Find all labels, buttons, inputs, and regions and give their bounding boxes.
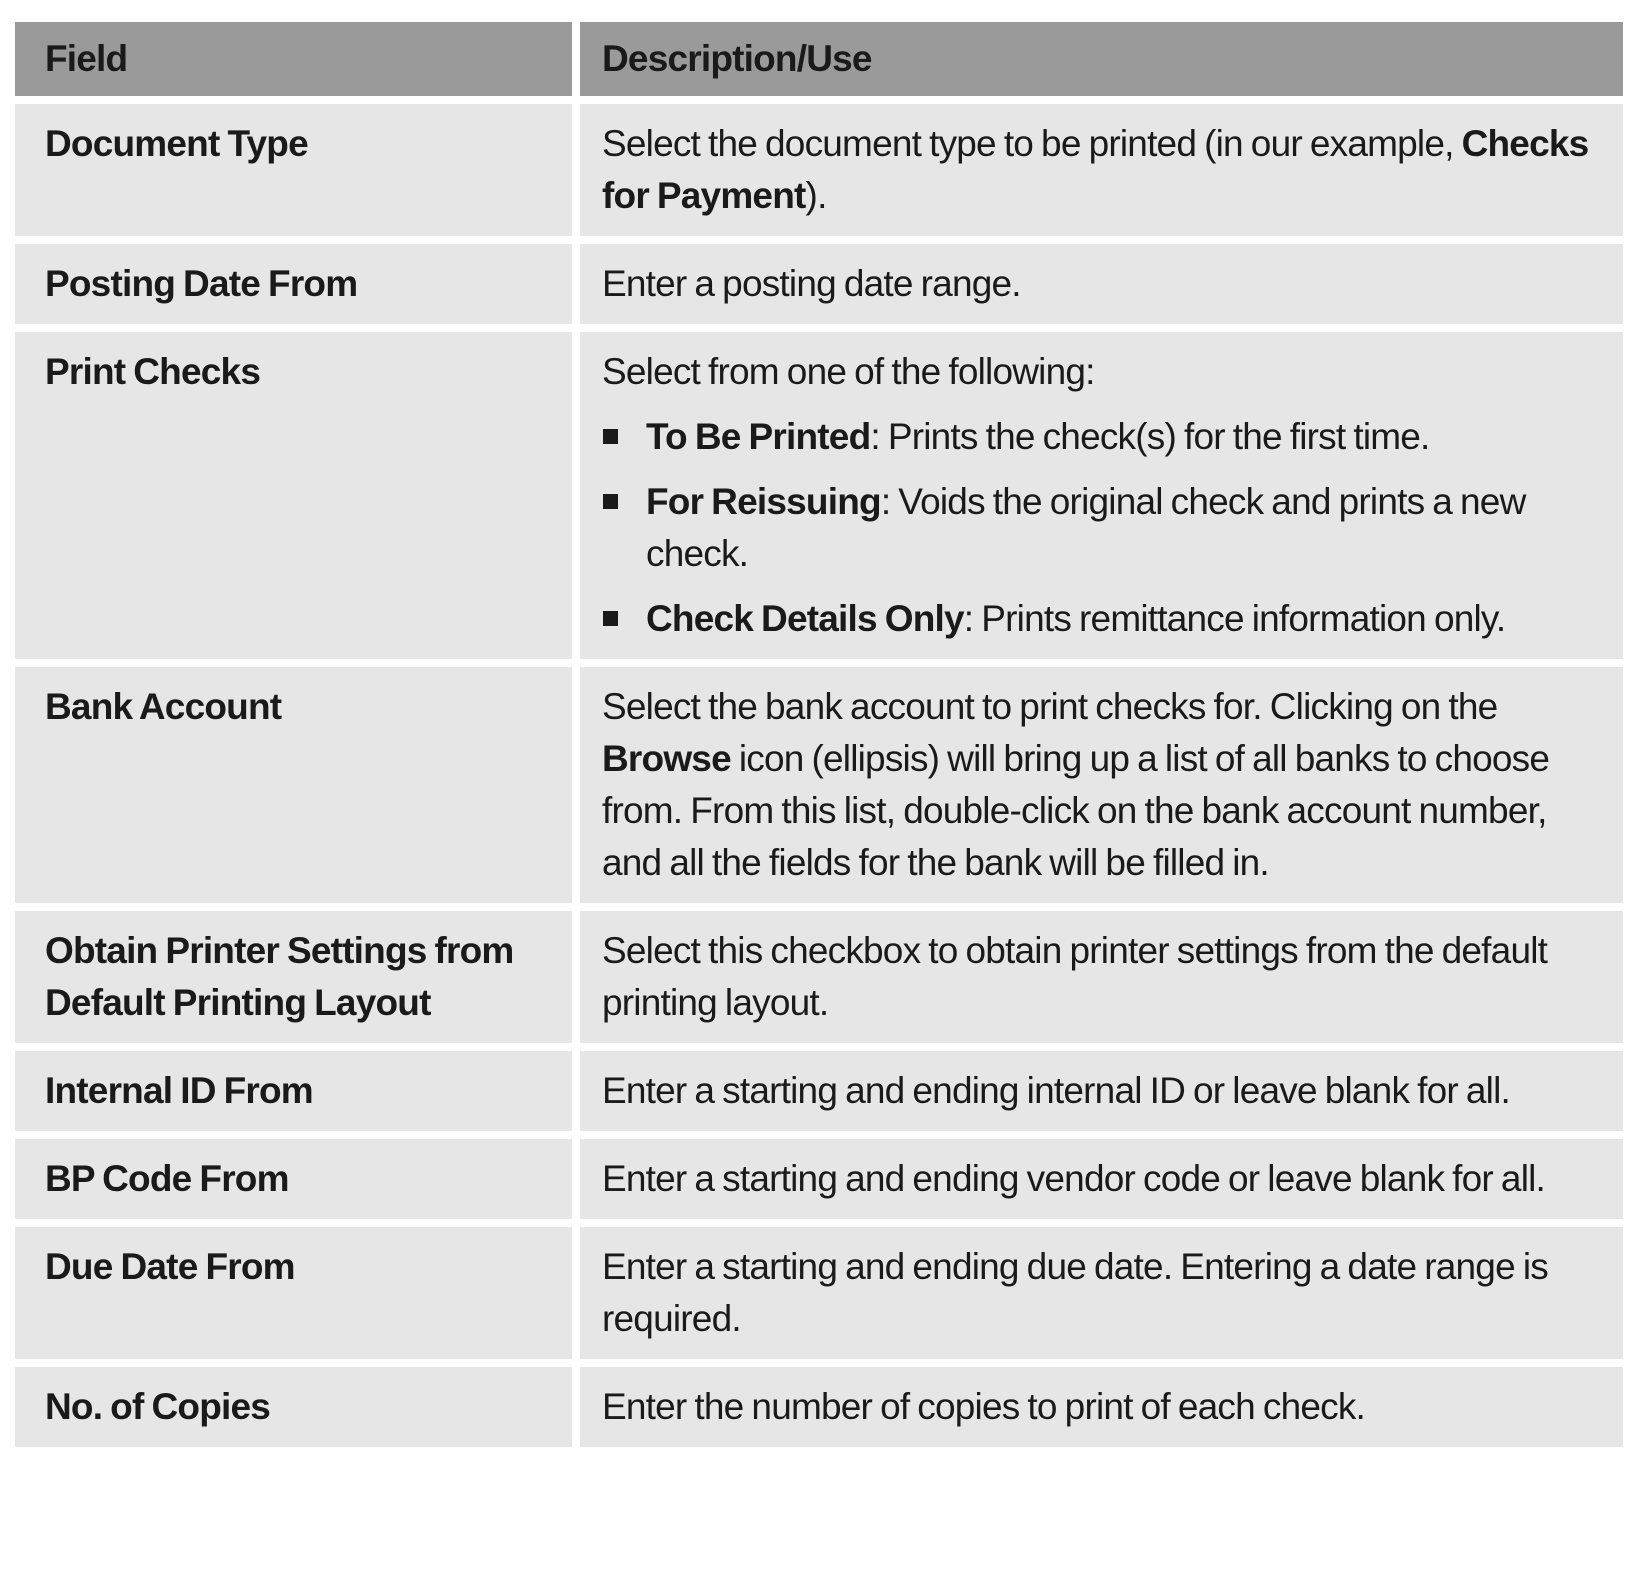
text-run: Enter a starting and ending internal ID or leave blank for all.: [602, 1070, 1511, 1111]
text-run: Enter the number of copies to print of each check.: [602, 1386, 1366, 1427]
field-description-table: [7, 14, 1631, 1455]
description-paragraph: [602, 346, 1595, 398]
option-list-item: [602, 411, 1595, 463]
bold-text-run: Checks for Payment: [602, 123, 1589, 216]
table-row: [15, 332, 1623, 659]
description-cell: [580, 244, 1623, 324]
description-cell: [580, 911, 1623, 1043]
description-cell: [580, 1051, 1623, 1131]
description-paragraph: [602, 1241, 1595, 1345]
description-paragraph: [602, 925, 1595, 1029]
table-row: [15, 244, 1623, 324]
option-list-item-text: [646, 416, 1430, 457]
field-name-cell: Obtain Printer Settings from Default Printing Layout: [15, 911, 572, 1043]
table-row: [15, 104, 1623, 236]
table-body: [15, 104, 1623, 1447]
field-name-cell: Print Checks: [15, 332, 572, 659]
table-row: [15, 1051, 1623, 1131]
description-cell: [580, 104, 1623, 236]
option-list-item-text: [646, 481, 1526, 574]
option-list-item: [602, 476, 1595, 580]
field-name-cell: Document Type: [15, 104, 572, 236]
field-name-cell: Bank Account: [15, 667, 572, 903]
description-cell: [580, 1227, 1623, 1359]
square-bullet-icon: [603, 429, 618, 444]
table-header-row: [15, 22, 1623, 96]
text-run: : Prints remittance information only.: [963, 598, 1506, 639]
option-list-item-text: [646, 598, 1505, 639]
description-paragraph: [602, 1153, 1595, 1205]
bold-text-run: To Be Printed: [646, 416, 871, 457]
description-paragraph: [602, 1065, 1595, 1117]
table-row: [15, 911, 1623, 1043]
text-run: : Prints the check(s) for the first time.: [870, 416, 1430, 457]
text-run: Select the bank account to print checks for. Clicking on the: [602, 686, 1498, 727]
field-name-cell: Due Date From: [15, 1227, 572, 1359]
description-cell: [580, 1367, 1623, 1447]
text-run: Select from one of the following:: [602, 351, 1095, 392]
description-paragraph: [602, 118, 1595, 222]
field-name-cell: Posting Date From: [15, 244, 572, 324]
text-run: Enter a posting date range.: [602, 263, 1021, 304]
description-paragraph: [602, 681, 1595, 889]
field-name-cell: BP Code From: [15, 1139, 572, 1219]
column-header-description-use: Description/Use: [580, 22, 1623, 96]
description-cell: [580, 1139, 1623, 1219]
text-run: ).: [805, 175, 827, 216]
bold-text-run: Browse: [602, 738, 731, 779]
field-name-cell: Internal ID From: [15, 1051, 572, 1131]
text-run: : Voids the original check and prints a new check.: [646, 481, 1526, 574]
text-run: Enter a starting and ending vendor code or leave blank for all.: [602, 1158, 1546, 1199]
column-header-field: Field: [15, 22, 572, 96]
option-list-item: [602, 593, 1595, 645]
text-run: Enter a starting and ending due date. Entering a date range is required.: [602, 1246, 1548, 1339]
text-run: Select this checkbox to obtain printer settings from the default printing layout.: [602, 930, 1548, 1023]
description-cell: [580, 667, 1623, 903]
square-bullet-icon: [603, 611, 618, 626]
table-row: [15, 1139, 1623, 1219]
bold-text-run: For Reissuing: [646, 481, 881, 522]
option-list: [602, 411, 1595, 645]
table-row: [15, 667, 1623, 903]
table-row: [15, 1367, 1623, 1447]
description-paragraph: [602, 1381, 1595, 1433]
field-name-cell: No. of Copies: [15, 1367, 572, 1447]
square-bullet-icon: [603, 494, 618, 509]
bold-text-run: Check Details Only: [646, 598, 964, 639]
text-run: icon (ellipsis) will bring up a list of all banks to choose from. From this list, double-click on the bank account number, and all the fields for the bank will be filled in.: [602, 738, 1550, 883]
table-row: [15, 1227, 1623, 1359]
description-cell: [580, 332, 1623, 659]
text-run: Select the document type to be printed (in our example,: [602, 123, 1462, 164]
description-paragraph: [602, 258, 1595, 310]
